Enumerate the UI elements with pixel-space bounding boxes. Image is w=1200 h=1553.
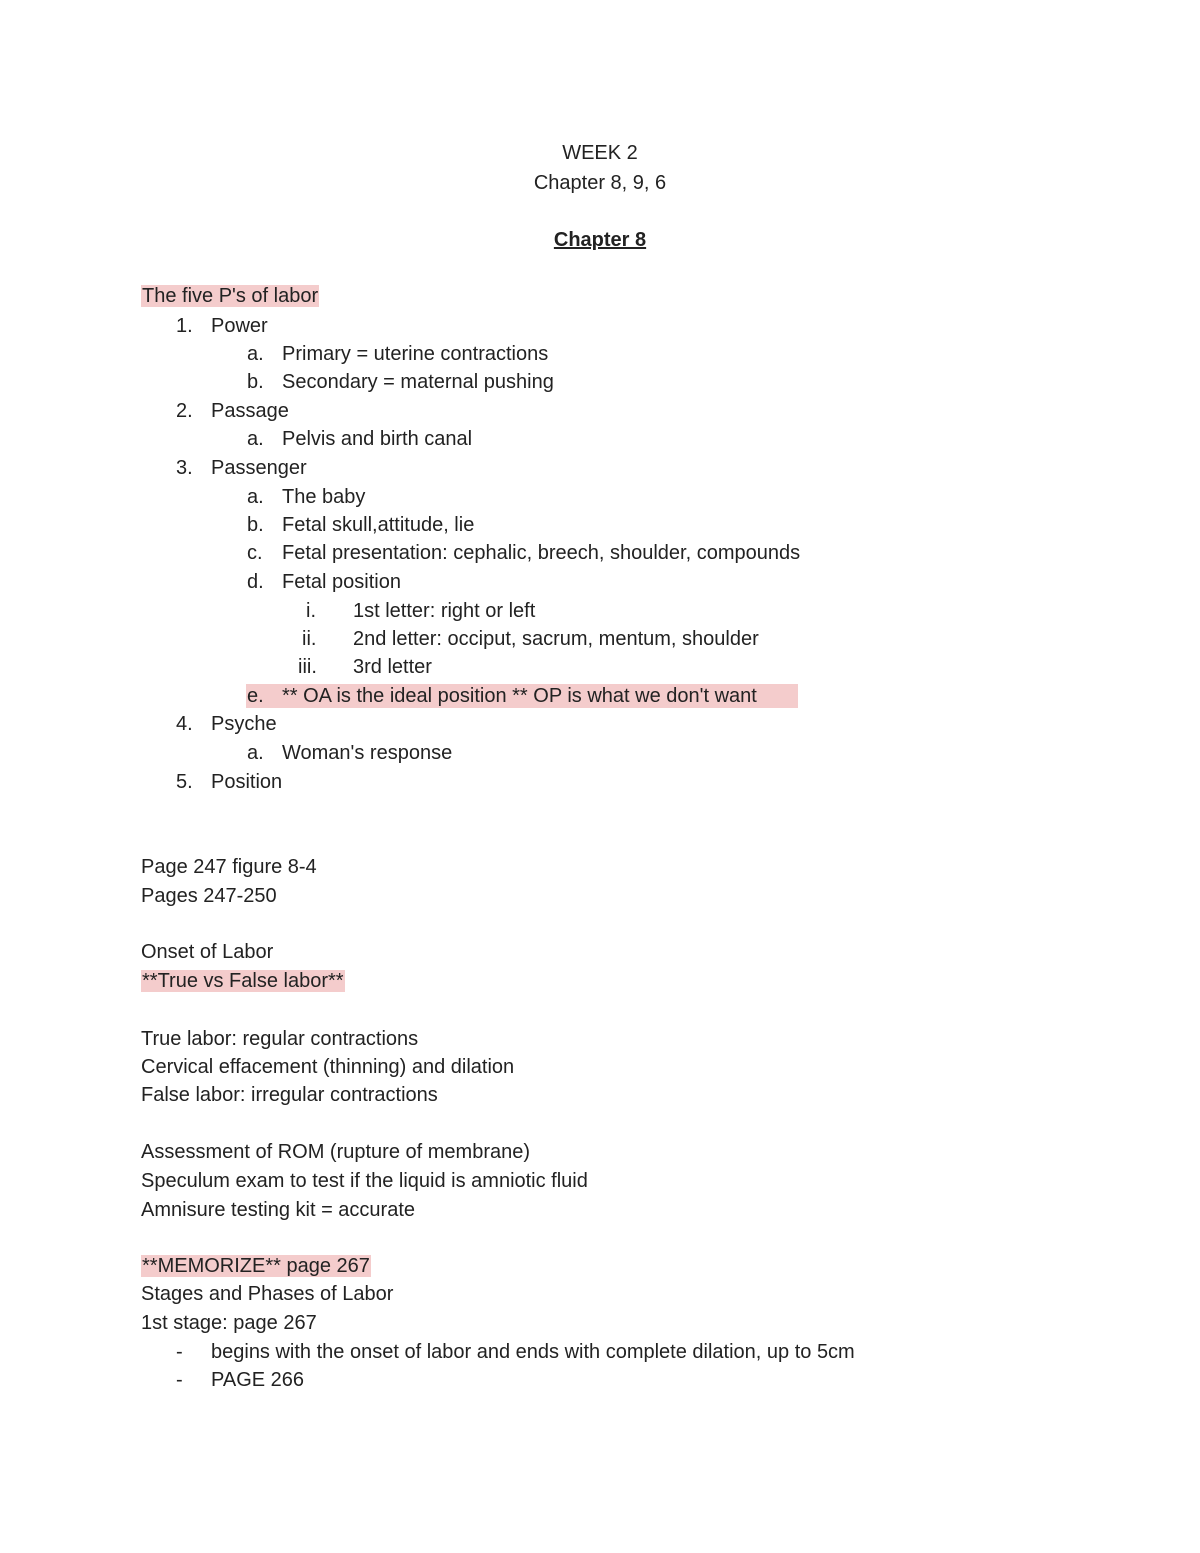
five-ps-title-text: The five P's of labor <box>142 285 319 307</box>
list-marker: b. <box>247 514 264 536</box>
list-label: Fetal skull,attitude, lie <box>282 514 475 536</box>
week-title: WEEK 2 <box>562 142 638 164</box>
list-label: Pelvis and birth canal <box>282 428 473 450</box>
list-marker: 1. <box>176 315 193 337</box>
list-item-highlighted <box>0 684 1200 708</box>
list-marker: 4. <box>176 713 193 735</box>
rom-line: Assessment of ROM (rupture of membrane) <box>141 1141 531 1163</box>
list-label: Primary = uterine contractions <box>282 343 549 365</box>
list-marker: i. <box>306 600 316 622</box>
list-label: Secondary = maternal pushing <box>282 371 554 393</box>
list-label: ** OA is the ideal position ** OP is what we don't want <box>282 685 757 707</box>
list-marker: a. <box>247 428 264 450</box>
list-marker: iii. <box>298 656 317 678</box>
list-label: Psyche <box>211 713 277 735</box>
five-ps-title <box>141 284 319 308</box>
list-item <box>0 741 1200 765</box>
figure-reference: Page 247 figure 8-4 <box>141 856 317 878</box>
list-label: Fetal presentation: cephalic, breech, shoulder, compounds <box>282 542 801 564</box>
list-label: Woman's response <box>282 742 453 764</box>
list-item <box>0 599 1200 623</box>
rom-line: Speculum exam to test if the liquid is amniotic fluid <box>141 1170 588 1192</box>
list-marker: ii. <box>302 628 317 650</box>
first-stage: 1st stage: page 267 <box>141 1312 317 1334</box>
list-label: The baby <box>282 486 366 508</box>
memorize-highlight <box>141 1254 371 1278</box>
list-label: 2nd letter: occiput, sacrum, mentum, shoulder <box>353 628 759 650</box>
chapters-subtitle: Chapter 8, 9, 6 <box>533 172 667 194</box>
list-marker: d. <box>247 571 264 593</box>
list-item <box>0 399 1200 423</box>
list-marker: a. <box>247 343 264 365</box>
list-marker: 5. <box>176 771 193 793</box>
list-label: Passage <box>211 400 289 422</box>
list-marker: e. <box>247 685 264 707</box>
list-label: begins with the onset of labor and ends with complete dilation, up to 5cm <box>211 1341 855 1363</box>
list-marker: a. <box>247 486 264 508</box>
stages-title: Stages and Phases of Labor <box>141 1283 394 1305</box>
list-item <box>0 655 1200 679</box>
pages-reference: Pages 247-250 <box>141 885 277 907</box>
list-label: 1st letter: right or left <box>353 600 536 622</box>
list-item <box>0 513 1200 537</box>
onset-line: Cervical effacement (thinning) and dilation <box>141 1056 515 1078</box>
list-marker: a. <box>247 742 264 764</box>
true-false-highlight-text: **True vs False labor** <box>142 970 344 992</box>
onset-line: True labor: regular contractions <box>141 1028 419 1050</box>
list-item <box>0 485 1200 509</box>
list-label: Power <box>211 315 268 337</box>
list-item <box>0 627 1200 651</box>
list-item <box>0 1368 1200 1392</box>
onset-line: False labor: irregular contractions <box>141 1084 438 1106</box>
list-item <box>0 342 1200 366</box>
list-marker: 2. <box>176 400 193 422</box>
list-label: PAGE 266 <box>211 1369 305 1391</box>
memorize-highlight-text: **MEMORIZE** page 267 <box>142 1255 370 1277</box>
list-label: Passenger <box>211 457 307 479</box>
list-item <box>0 1340 1200 1364</box>
onset-title: Onset of Labor <box>141 941 274 963</box>
list-item <box>0 712 1200 736</box>
list-label: Position <box>211 771 283 793</box>
list-marker: 3. <box>176 457 193 479</box>
list-item <box>0 770 1200 794</box>
dash-bullet: - <box>176 1341 183 1363</box>
list-label: 3rd letter <box>353 656 432 678</box>
list-item <box>0 541 1200 565</box>
dash-bullet: - <box>176 1369 183 1391</box>
true-false-highlight <box>141 969 345 993</box>
list-item <box>0 456 1200 480</box>
list-marker: b. <box>247 371 264 393</box>
chapter-heading <box>0 228 1200 252</box>
list-item <box>0 370 1200 394</box>
list-item <box>0 314 1200 338</box>
chapter-heading-text: Chapter 8 <box>553 229 647 251</box>
list-label: Fetal position <box>282 571 401 593</box>
rom-line: Amnisure testing kit = accurate <box>141 1199 416 1221</box>
list-marker: c. <box>247 542 263 564</box>
list-item <box>0 570 1200 594</box>
list-item <box>0 427 1200 451</box>
